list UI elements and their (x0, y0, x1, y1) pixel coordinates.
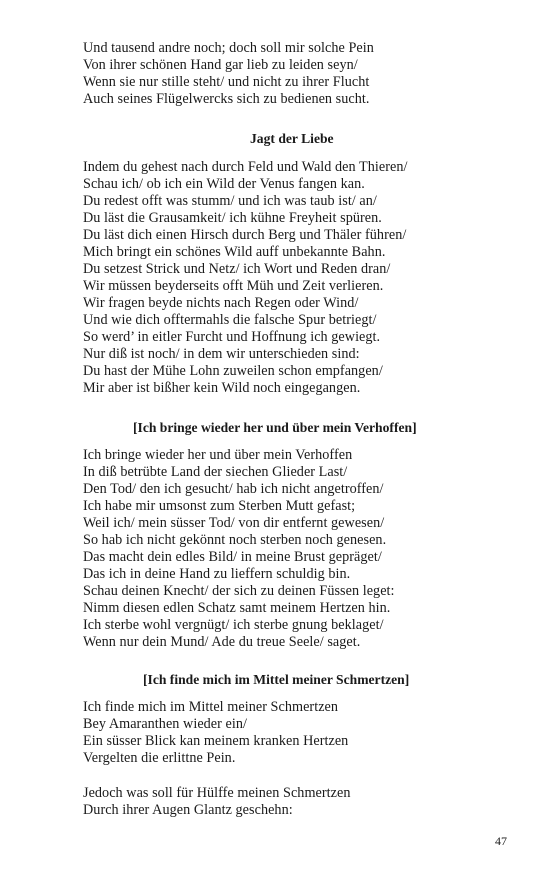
poem-line: Auch seines Flügelwercks sich zu bedienen sucht. (83, 91, 370, 107)
poem-line: Und wie dich offtermahls die falsche Spur betriegt/ (83, 312, 377, 328)
poem-line: Schau ich/ ob ich ein Wild der Venus fangen kan. (83, 176, 365, 192)
poem-line: Ich bringe wieder her und über mein Verhoffen (83, 447, 353, 463)
poem-line: Nimm diesen edlen Schatz samt meinem Hertzen hin. (83, 600, 391, 616)
poem-title: [Ich bringe wieder her und über mein Verhoffen] (133, 420, 417, 435)
poem-line: Du läst dich einen Hirsch durch Berg und Thäler führen/ (83, 227, 407, 243)
poem-line: Ein süsser Blick kan meinem kranken Hertzen (83, 733, 349, 749)
poem-line: Mir aber ist bißher kein Wild noch eingegangen. (83, 380, 361, 396)
poem-line: Vergelten die erlittne Pein. (83, 750, 236, 766)
poem-line: Weil ich/ mein süsser Tod/ von dir entfernt gewesen/ (83, 515, 385, 531)
poem-title: Jagt der Liebe (250, 131, 334, 146)
poem-line: Durch ihrer Augen Glantz geschehn: (83, 802, 293, 818)
poem-line: Du redest offt was stumm/ und ich was taub ist/ an/ (83, 193, 377, 209)
poem-line: Von ihrer schönen Hand gar lieb zu leiden seyn/ (83, 57, 358, 73)
poem-line: Du setzest Strick und Netz/ ich Wort und Reden dran/ (83, 261, 391, 277)
poem-line: Wir fragen beyde nichts nach Regen oder Wind/ (83, 295, 359, 311)
poem-line: Ich finde mich im Mittel meiner Schmertzen (83, 699, 339, 715)
poem-line: Jedoch was soll für Hülffe meinen Schmertzen (83, 785, 351, 801)
poem-line: Den Tod/ den ich gesucht/ hab ich nicht angetroffen/ (83, 481, 384, 497)
poem-line: Das macht dein edles Bild/ in meine Brust gepräget/ (83, 549, 382, 565)
poem-line: So werd’ in eitler Furcht und Hoffnung ich gewiegt. (83, 329, 381, 345)
poem-line: So hab ich nicht gekönnt noch sterben noch genesen. (83, 532, 387, 548)
poem-line: Wenn nur dein Mund/ Ade du treue Seele/ saget. (83, 634, 361, 650)
poem-line: In diß betrübte Land der siechen Glieder Last/ (83, 464, 348, 480)
poem-line: Ich habe mir umsonst zum Sterben Mutt gefast; (83, 498, 356, 514)
poem-line: Mich bringt ein schönes Wild auff unbekannte Bahn. (83, 244, 386, 260)
page-number: 47 (495, 834, 507, 848)
poem-title: [Ich finde mich im Mittel meiner Schmertzen] (143, 672, 410, 687)
poem-line: Nur diß ist noch/ in dem wir unterschieden sind: (83, 346, 360, 362)
poem-line: Du läst die Grausamkeit/ ich kühne Freyheit spüren. (83, 210, 382, 226)
poem-line: Du hast der Mühe Lohn zuweilen schon empfangen/ (83, 363, 383, 379)
poem-line: Wenn sie nur stille steht/ und nicht zu ihrer Flucht (83, 74, 370, 90)
poem-line: Indem du gehest nach durch Feld und Wald den Thieren/ (83, 159, 408, 175)
poem-line: Wir müssen beyderseits offt Müh und Zeit verlieren. (83, 278, 384, 294)
poem-line: Schau deinen Knecht/ der sich zu deinen Füssen leget: (83, 583, 395, 599)
poem-line: Bey Amaranthen wieder ein/ (83, 716, 248, 732)
poem-line: Und tausend andre noch; doch soll mir solche Pein (83, 40, 374, 56)
poem-line: Das ich in deine Hand zu lieffern schuldig bin. (83, 566, 351, 582)
poem-line: Ich sterbe wohl vergnügt/ ich sterbe gnung beklaget/ (83, 617, 384, 633)
